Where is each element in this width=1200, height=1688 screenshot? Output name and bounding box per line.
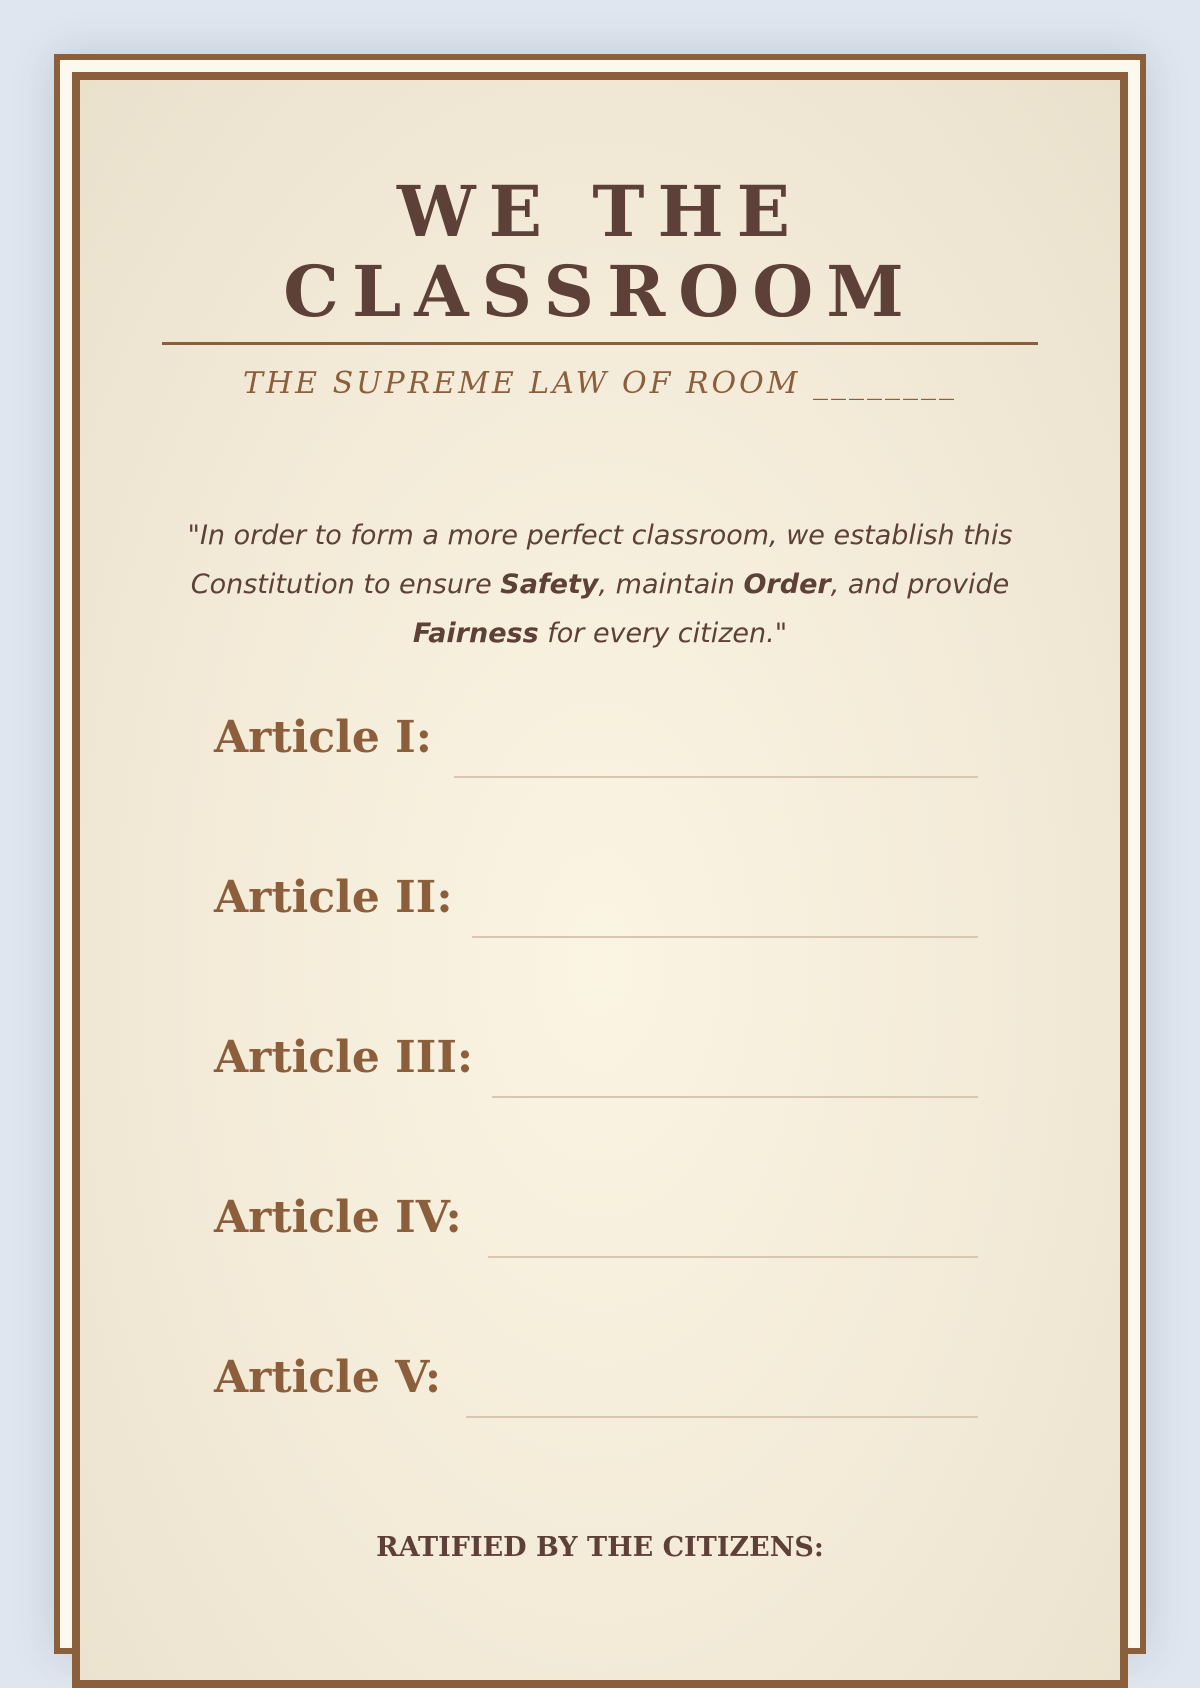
poster-subtitle: THE SUPREME LAW OF ROOM ________	[243, 366, 957, 401]
article-4	[214, 1186, 978, 1258]
article-1	[214, 706, 978, 778]
article-2-blank-line[interactable]	[472, 936, 978, 938]
preamble-fairness: Fairness	[412, 618, 539, 649]
preamble-part-3: , and provide	[830, 569, 1010, 600]
title-line-1: WE THE	[397, 170, 803, 253]
article-5	[214, 1346, 978, 1418]
article-3-label: Article III:	[214, 1032, 474, 1083]
article-4-label: Article IV:	[214, 1192, 462, 1243]
title-divider	[162, 342, 1038, 345]
poster-title	[80, 172, 1120, 332]
preamble-part-4: for every citizen."	[538, 618, 788, 649]
constitution-poster	[54, 54, 1146, 1654]
article-4-blank-line[interactable]	[488, 1256, 978, 1258]
preamble-part-1: "In order to form a more perfect classroom, we establish this Constitution to ensure	[187, 520, 1013, 600]
title-line-2: CLASSROOM	[283, 250, 917, 333]
article-2-label: Article II:	[214, 872, 453, 923]
ratified-heading: RATIFIED BY THE CITIZENS:	[376, 1532, 824, 1563]
poster-inner-frame	[72, 72, 1128, 1688]
preamble-safety: Safety	[500, 569, 599, 600]
article-5-blank-line[interactable]	[466, 1416, 978, 1418]
article-3-blank-line[interactable]	[492, 1096, 978, 1098]
article-3	[214, 1026, 978, 1098]
preamble-order: Order	[743, 569, 831, 600]
article-1-label: Article I:	[214, 712, 433, 763]
article-5-label: Article V:	[214, 1352, 442, 1403]
preamble-text	[168, 511, 1032, 658]
article-2	[214, 866, 978, 938]
preamble-part-2: , maintain	[598, 569, 744, 600]
article-1-blank-line[interactable]	[454, 776, 978, 778]
